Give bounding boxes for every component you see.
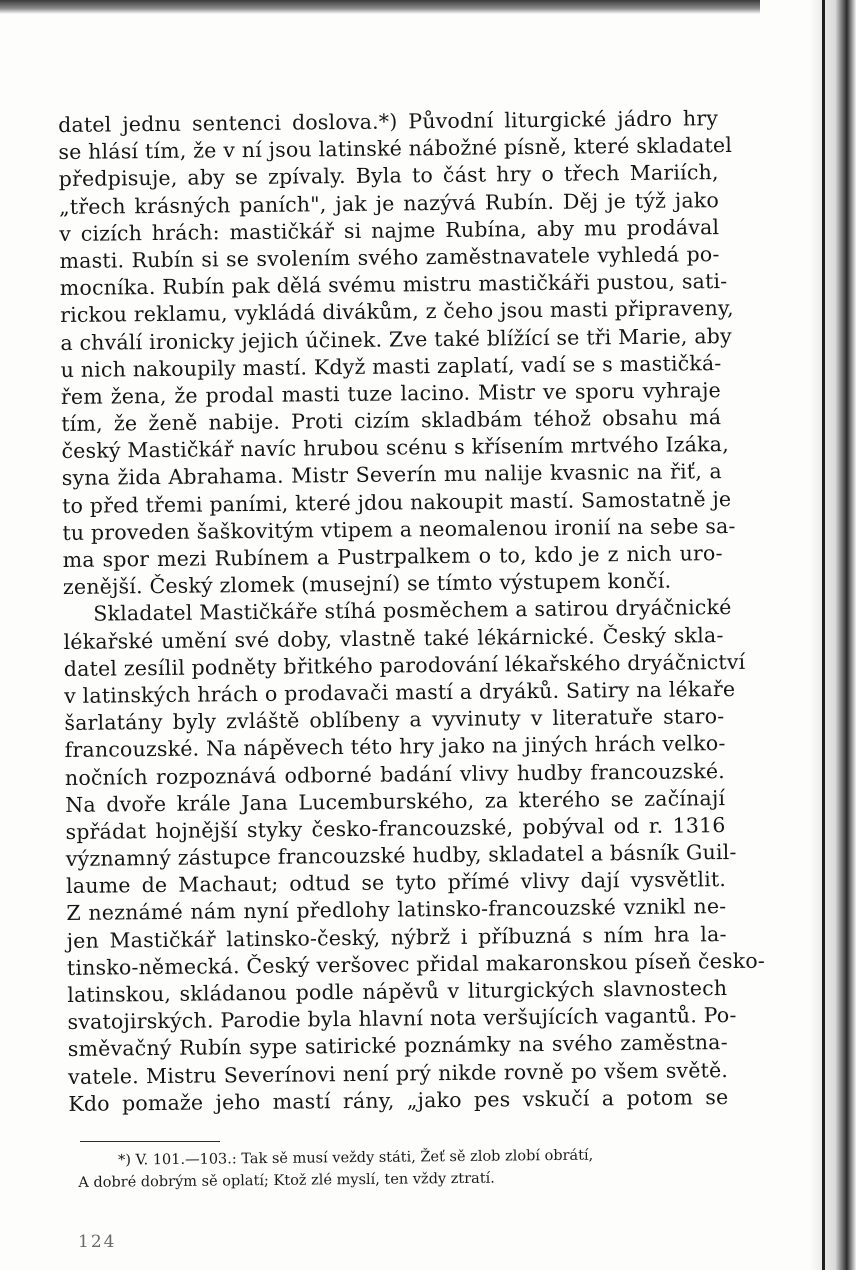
body-line: Z neznámé nám nyní předlohy latinsko-francouzské vznikl ne-	[66, 894, 727, 926]
body-line: šarlatány byly zvláště oblíbeny a vyvinuty v literatuře staro-	[64, 704, 725, 736]
body-line: „třech krásných paních", jak je nazývá Rubín. Děj je týž jako	[58, 187, 720, 219]
body-line: Na dvoře krále Jana Lucemburského, za kterého se začínají	[65, 785, 726, 817]
body-line: mocníka. Rubín pak dělá svému mistru mastičkáři pustou, sati-	[59, 269, 728, 301]
body-line: to před třemi paními, které jdou nakoupit mastí. Samostatně je	[61, 486, 732, 518]
body-line: tím, že ženě nabije. Proti cizím skladbám téhož obsahu má	[61, 405, 722, 437]
body-line: český Mastičkář navíc hrubou scénu s křísením mrtvého Izáka,	[61, 432, 729, 464]
body-line: lékařské umění své doby, vlastně také lékárnické. Český skla-	[63, 622, 724, 654]
body-line: Skladatel Mastičkáře stíhá posměchem a satirou dryáčnické	[93, 595, 732, 627]
body-line: tu proveden šaškovitým vtipem a neomalenou ironií na sebe sa-	[62, 513, 736, 545]
body-line: tinsko-německá. Český veršovec přidal makaronskou píseň česko-	[66, 948, 766, 980]
scan-page-edge-line	[822, 0, 825, 1270]
body-line: datel zesílil podněty břitkého parodování lékařského dryáčnictví	[63, 649, 746, 681]
footnote-divider	[80, 1141, 220, 1142]
body-line: a chválí ironicky jejich účinek. Zve také blížící se tři Marie, aby	[60, 323, 732, 355]
body-line: řem žena, že prodal masti tuze lacino. Mistr ve sporu vyhraje	[60, 377, 722, 409]
body-line: nočních rozpoznává odborné badání vlivy hudby francouzské.	[64, 758, 726, 790]
body-text	[58, 105, 766, 1118]
body-line: Kdo pomaže jeho mastí rány, „jako pes vskučí a potom se	[68, 1084, 729, 1116]
body-line: datel jednu sentenci doslova.*) Původní liturgické jádro hry	[58, 106, 719, 137]
scan-top-edge	[0, 0, 760, 14]
footnotes	[78, 1143, 718, 1194]
page-number: 124	[78, 1232, 117, 1252]
body-line: masti. Rubín si se svolením svého zaměstnavatele vyhledá po-	[59, 242, 720, 273]
body-line: laume de Machaut; odtud se tyto přímé vlivy dají vysvětlit.	[65, 867, 727, 899]
body-line: jen Mastičkář latinsko-český, nýbrž i příbuzná s ním hra la-	[66, 921, 727, 953]
body-line: předpisuje, aby se zpívaly. Byla to část hry o třech Mariích,	[58, 160, 719, 192]
body-line: rickou reklamu, vykládá divákům, z čeho jsou masti připraveny,	[60, 296, 734, 328]
scan-binding-shadow	[810, 0, 856, 1270]
body-line: latinskou, skládanou podle nápěvů v liturgických slavnostech	[67, 976, 728, 1007]
body-line: svatojirských. Parodie byla hlavní nota veršujících vagantů. Po-	[67, 1003, 737, 1035]
body-line: v latinských hrách o prodavači mastí a dryáků. Satiry na lékaře	[63, 676, 736, 708]
body-line: u nich nakoupily mastí. Když masti zaplatí, vadí se s mastičká-	[60, 350, 722, 382]
body-line: v cizích hrách: mastičkář si najme Rubína, aby mu prodával	[59, 214, 720, 246]
body-line: směvačný Rubín sype satirické poznámky na svého zaměstna-	[67, 1030, 728, 1062]
body-line: vatele. Mistru Severínovi není prý nikde rovně po všem světě.	[67, 1057, 729, 1089]
body-line: ma spor mezi Rubínem a Pustrpalkem o to, kdo je z nich uro-	[62, 541, 723, 572]
footnote-line: A dobré dobrým sě oplatí; Ktož zlé myslí, ten vždy ztratí.	[78, 1170, 495, 1191]
body-line: zenější. Český zlomek (musejní) se tímto výstupem končí.	[62, 568, 672, 600]
footnote-line: *) V. 101.—103.: Tak sě musí veždy státi, Žeť sě zlob zlobí obrátí,	[118, 1147, 594, 1169]
body-line: významný zástupce francouzské hudby, skladatel a básník Guil-	[65, 839, 737, 872]
body-line: se hlásí tím, že v ní jsou latinské nábožné písně, které skladatel	[58, 133, 733, 165]
body-line: spřádat hojnější styky česko-francouzské, pobýval od r. 1316	[65, 812, 726, 844]
body-line: francouzské. Na nápěvech této hry jako na jiných hrách velko-	[64, 731, 726, 763]
body-line: syna žida Abrahama. Mistr Severín mu nalije kvasnic na řiť, a	[61, 459, 722, 491]
